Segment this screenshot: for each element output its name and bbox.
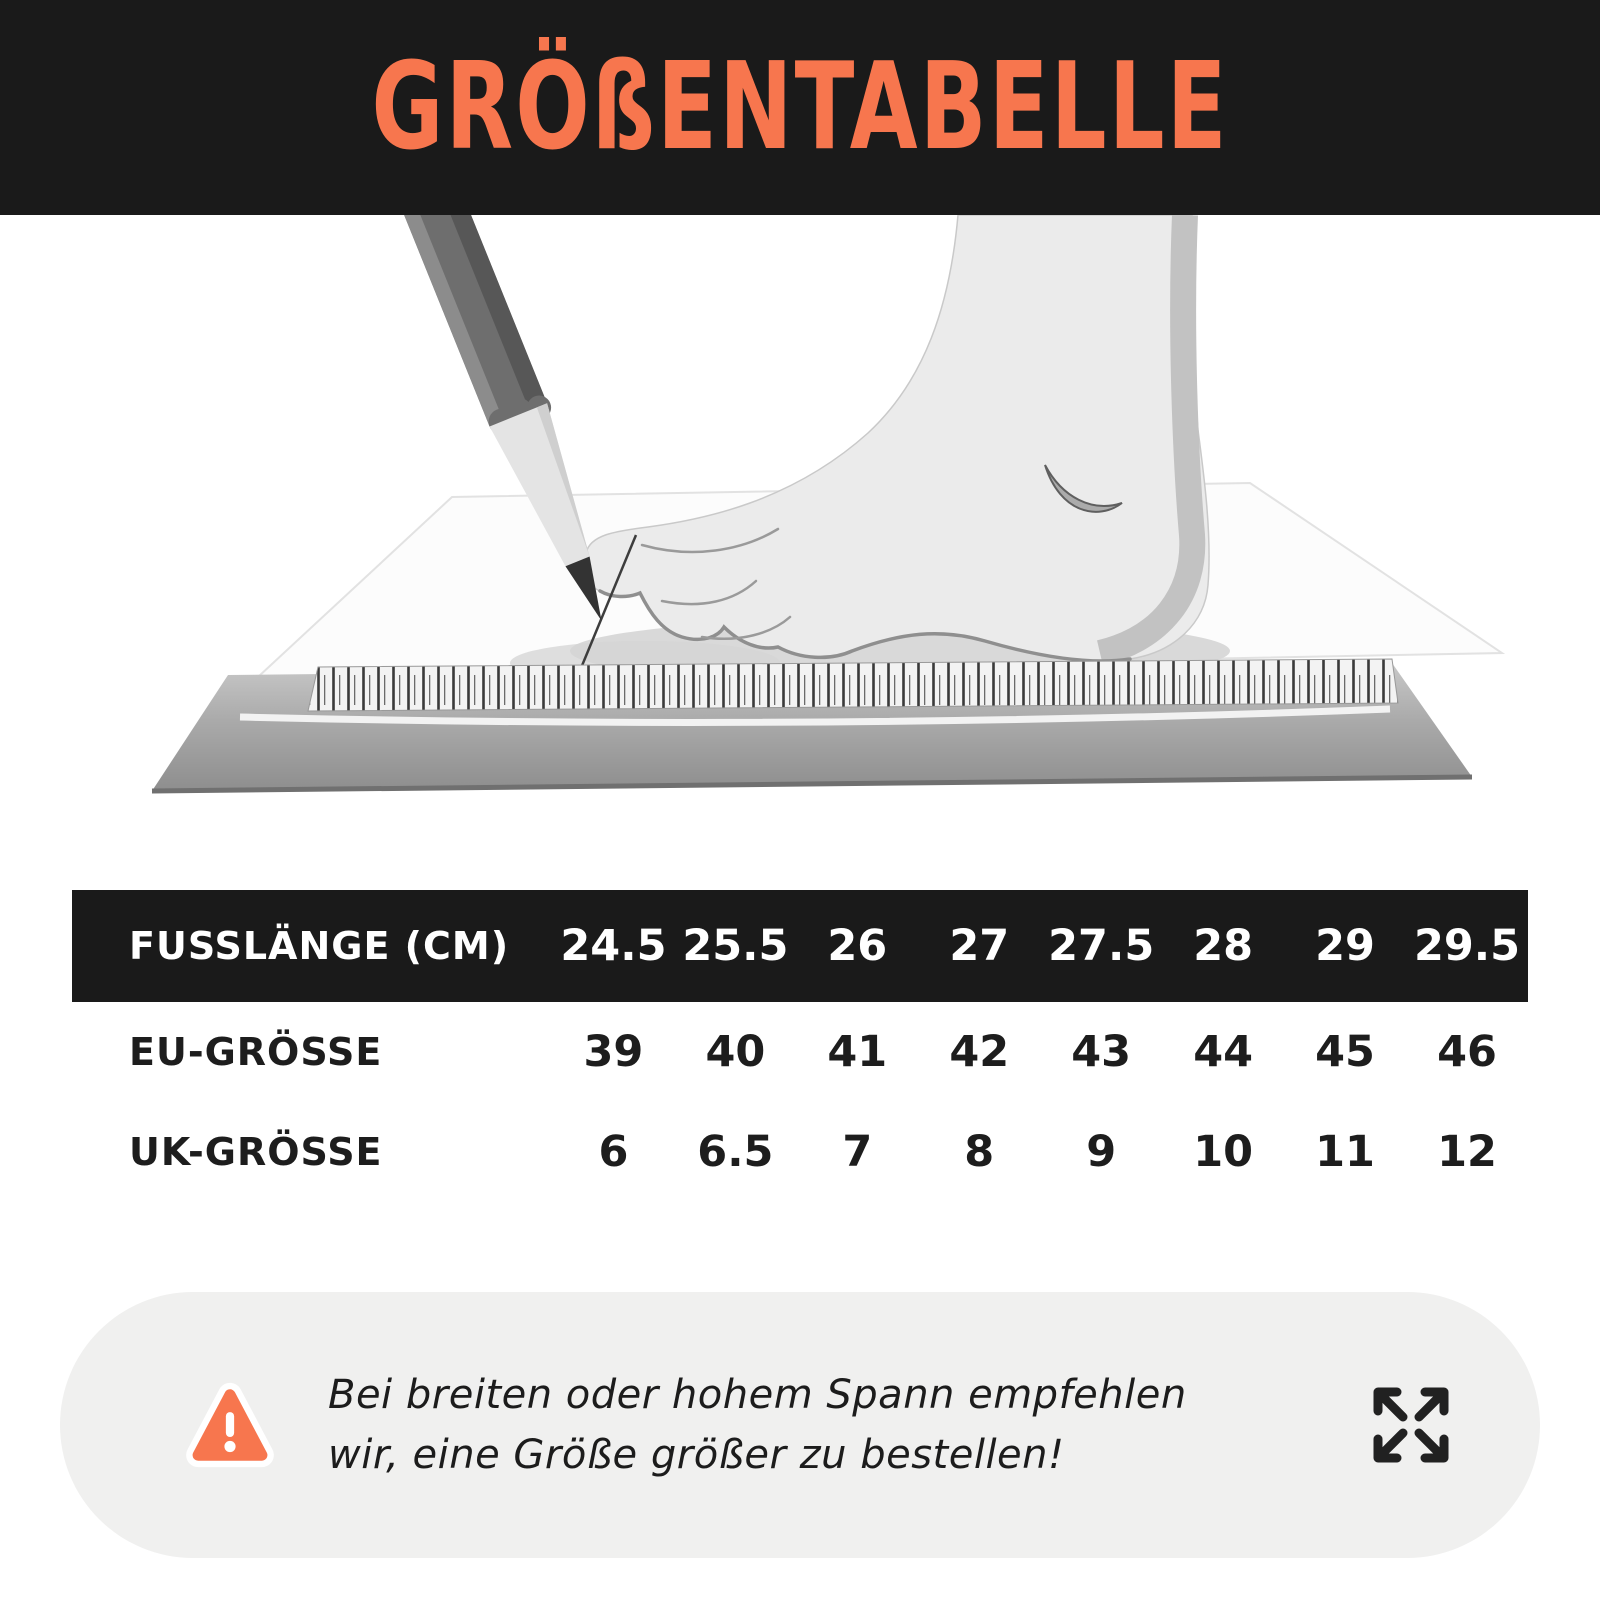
table-row-uk-size [72, 1102, 1528, 1202]
row-label: UK-GRÖSSE [129, 1130, 383, 1174]
note-text-line1: Bei breiten oder hohem Spann empfehlen [328, 1372, 1187, 1418]
table-cell: 29.5 [1413, 921, 1521, 971]
table-cell: 45 [1315, 1027, 1375, 1077]
table-cell: 9 [1086, 1127, 1117, 1177]
warning-triangle-icon [186, 1382, 274, 1468]
table-row-foot-length [72, 890, 1528, 1002]
table-cell: 26 [827, 921, 888, 971]
foot-measurement-illustration [0, 215, 1600, 860]
table-row-eu-size [72, 1002, 1528, 1102]
size-table [72, 890, 1528, 1202]
table-cell: 7 [842, 1127, 873, 1177]
table-cell: 40 [705, 1027, 766, 1077]
table-cell: 12 [1437, 1127, 1497, 1177]
note-text-line2: wir, eine Größe größer zu bestellen! [328, 1432, 1065, 1478]
table-cell: 6.5 [697, 1127, 774, 1177]
table-cell: 42 [949, 1027, 1010, 1077]
row-label: EU-GRÖSSE [129, 1030, 383, 1074]
page-title: GRÖßENTABELLE [371, 38, 1229, 177]
table-cell: 10 [1193, 1127, 1254, 1177]
table-cell: 46 [1437, 1027, 1497, 1077]
row-label: FUSSLÄNGE (CM) [129, 924, 510, 968]
table-cell: 44 [1193, 1027, 1254, 1077]
expand-arrows-icon [1364, 1381, 1458, 1469]
table-cell: 8 [964, 1127, 995, 1177]
table-cell: 41 [827, 1027, 888, 1077]
table-cell: 6 [598, 1127, 629, 1177]
table-cell: 11 [1315, 1127, 1375, 1177]
table-cell: 24.5 [560, 921, 667, 971]
table-cell: 25.5 [682, 921, 789, 971]
note-card [60, 1292, 1540, 1558]
table-cell: 29 [1315, 921, 1375, 971]
foot-graphic [582, 215, 1209, 661]
table-cell: 27 [949, 921, 1010, 971]
table-cell: 27.5 [1048, 921, 1155, 971]
note-text [328, 1365, 1187, 1485]
table-cell: 39 [583, 1027, 644, 1077]
table-cell: 28 [1193, 921, 1254, 971]
header-bar [0, 0, 1600, 215]
ruler [152, 659, 1472, 791]
table-cell: 43 [1071, 1027, 1132, 1077]
